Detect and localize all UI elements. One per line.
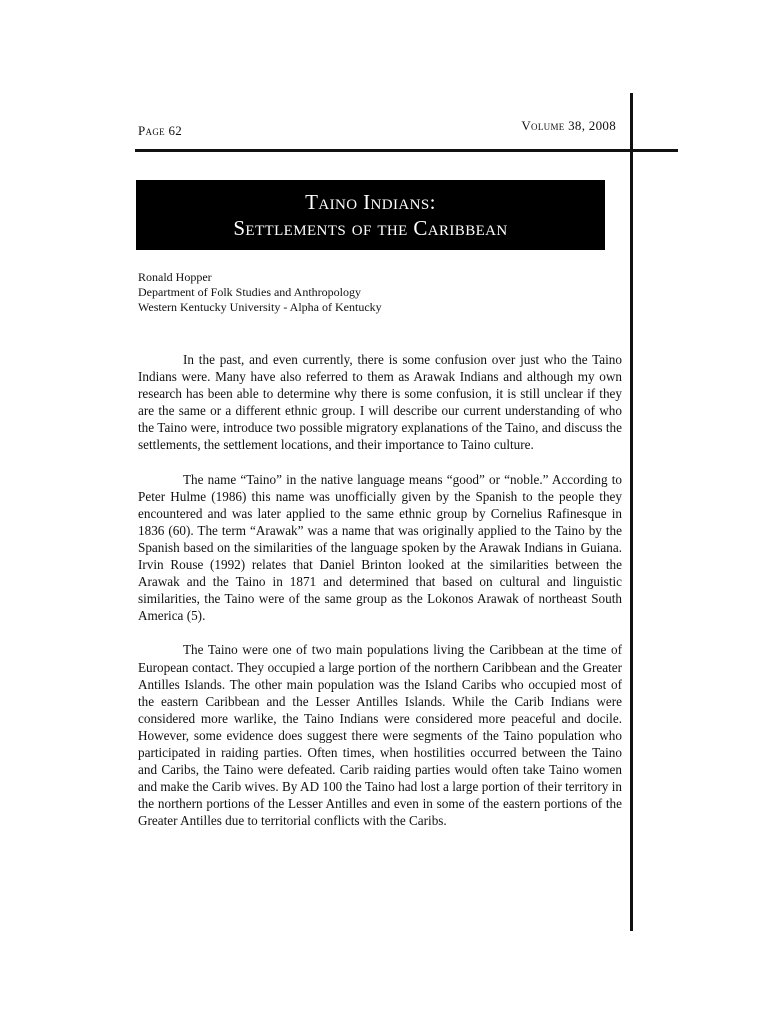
author-department: Department of Folk Studies and Anthropology xyxy=(138,285,361,299)
author-name: Ronald Hopper xyxy=(138,270,212,284)
paragraph: The name “Taino” in the native language means “good” or “noble.” According to Peter Hulme (1986) this name was unofficially given by the Spanish to the people they encountered and was later applied to the same ethnic group by Cornelius Rafinesque in 1836 (60). The term “Arawak” was a name that was originally applied to the Taino by the Spanish based on the similarities of the language spoken by the Arawak Indians in Guiana. Irvin Rouse (1992) relates that Daniel Brinton looked at the similarities between the Arawak and the Taino in 1871 and determined that based on cultural and linguistic similarities, the Taino were of the same group as the Lokonos Arawak of northeast South America (5). xyxy=(138,471,622,624)
article-body xyxy=(138,351,622,829)
vertical-rule xyxy=(630,93,633,931)
paragraph: The Taino were one of two main populations living the Caribbean at the time of European contact. They occupied a large portion of the northern Caribbean and the Greater Antilles Islands. The other main population was the Island Caribs who occupied most of the eastern Caribbean and the Lesser Antilles Islands. While the Carib Indians were considered more warlike, the Taino Indians were considered more peaceful and docile. However, some evidence does suggest there were segments of the Taino population who participated in raiding parties. Often times, when hostilities occurred between the Taino and Caribs, the Taino were defeated. Carib raiding parties would often take Taino women and make the Carib wives. By AD 100 the Taino had lost a large portion of their territory in the northern portions of the Lesser Antilles and even in some of the eastern portions of the Greater Antilles due to territorial conflicts with the Caribs. xyxy=(138,642,622,829)
title-banner xyxy=(136,180,605,250)
title-line-2: Settlements of the Caribbean xyxy=(233,216,508,240)
volume-label: Volume 38, 2008 xyxy=(521,118,616,133)
header-rule xyxy=(135,149,678,152)
author-affiliation: Western Kentucky University - Alpha of Kentucky xyxy=(138,300,382,314)
page-number: Page 62 xyxy=(138,123,183,138)
title-line-1: Taino Indians: xyxy=(305,190,436,214)
author-block xyxy=(138,270,382,315)
paragraph: In the past, and even currently, there is some confusion over just who the Taino Indians were. Many have also referred to them as Arawak Indians and although my own research has been able to determine why there is some confusion, it is still unclear if they are the same or a different ethnic group. I will describe our current understanding of who the Taino were, introduce two possible migratory explanations of the Taino, and discuss the settlements, the settlement locations, and their importance to Taino culture. xyxy=(138,352,622,453)
